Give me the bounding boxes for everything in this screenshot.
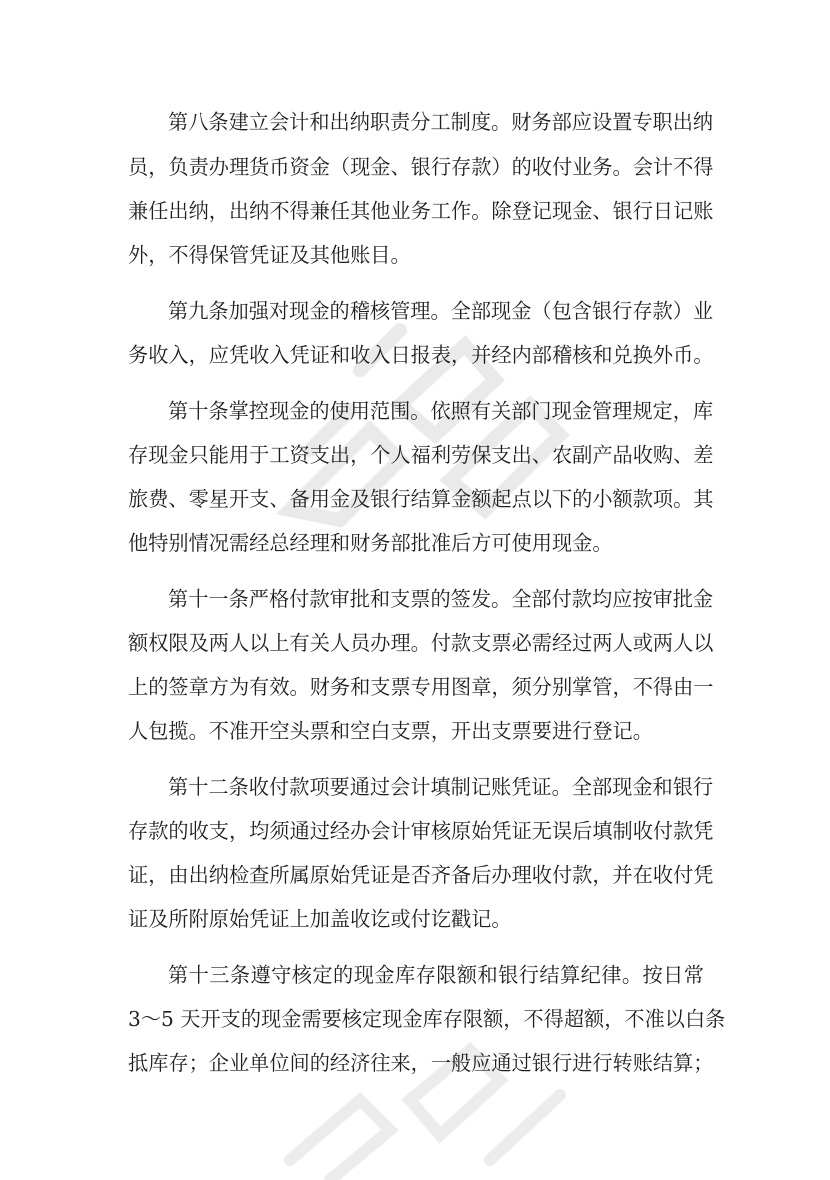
- paragraph-article-13-line: 抵库存；企业单位间的经济往来，一般应通过银行进行转账结算；: [128, 1051, 714, 1075]
- paragraph-article-12-line: 证及所附原始凭证上加盖收讫或付讫戳记。: [128, 907, 512, 931]
- paragraph-article-12-line: 证，由出纳检查所属原始凭证是否齐备后办理收付款，并在收付凭: [128, 863, 714, 887]
- paragraph-article-12-line: 第十二条收付款项要通过会计填制记账凭证。全部现金和银行: [168, 775, 714, 799]
- paragraph-article-10-line: 存现金只能用于工资支出，个人福利劳保支出、农副产品收购、差: [128, 443, 714, 467]
- paragraph-article-9-line: 第九条加强对现金的稽核管理。全部现金（包含银行存款）业: [168, 299, 714, 323]
- paragraph-article-10-line: 他特别情况需经总经理和财务部批准后方可使用现金。: [128, 531, 613, 555]
- paragraph-article-13-line: 3～5 天开支的现金需要核定现金库存限额，不得超额，不准以白条: [128, 1007, 726, 1031]
- paragraph-article-8-line: 外，不得保管凭证及其他账目。: [128, 243, 411, 267]
- paragraph-article-10-line: 第十条掌控现金的使用范围。依照有关部门现金管理规定，库: [168, 399, 714, 423]
- paragraph-article-13-line: 第十三条遵守核定的现金库存限额和银行结算纪律。按日常: [168, 963, 704, 987]
- paragraph-article-11-line: 第十一条严格付款审批和支票的签发。全部付款均应按审批金: [168, 587, 714, 611]
- paragraph-article-10-line: 旅费、零星开支、备用金及银行结算金额起点以下的小额款项。其: [128, 487, 714, 511]
- paragraph-article-9-line: 务收入，应凭收入凭证和收入日报表，并经内部稽核和兑换外币。: [128, 343, 714, 367]
- paragraph-article-8-line: 兼任出纳，出纳不得兼任其他业务工作。除登记现金、银行日记账: [128, 199, 714, 223]
- paragraph-article-11-line: 人包揽。不准开空头票和空白支票，开出支票要进行登记。: [128, 719, 653, 743]
- paragraph-article-12-line: 存款的收支，均须通过经办会计审核原始凭证无误后填制收付款凭: [128, 819, 714, 843]
- paragraph-article-8-line: 第八条建立会计和出纳职责分工制度。财务部应设置专职出纳: [168, 110, 714, 134]
- paragraph-article-11-line: 额权限及两人以上有关人员办理。付款支票必需经过两人或两人以: [128, 631, 714, 655]
- paragraph-article-11-line: 上的签章方为有效。财务和支票专用图章，须分别掌管，不得由一: [128, 675, 714, 699]
- paragraph-article-8-line: 员，负责办理货币资金（现金、银行存款）的收付业务。会计不得: [128, 155, 714, 179]
